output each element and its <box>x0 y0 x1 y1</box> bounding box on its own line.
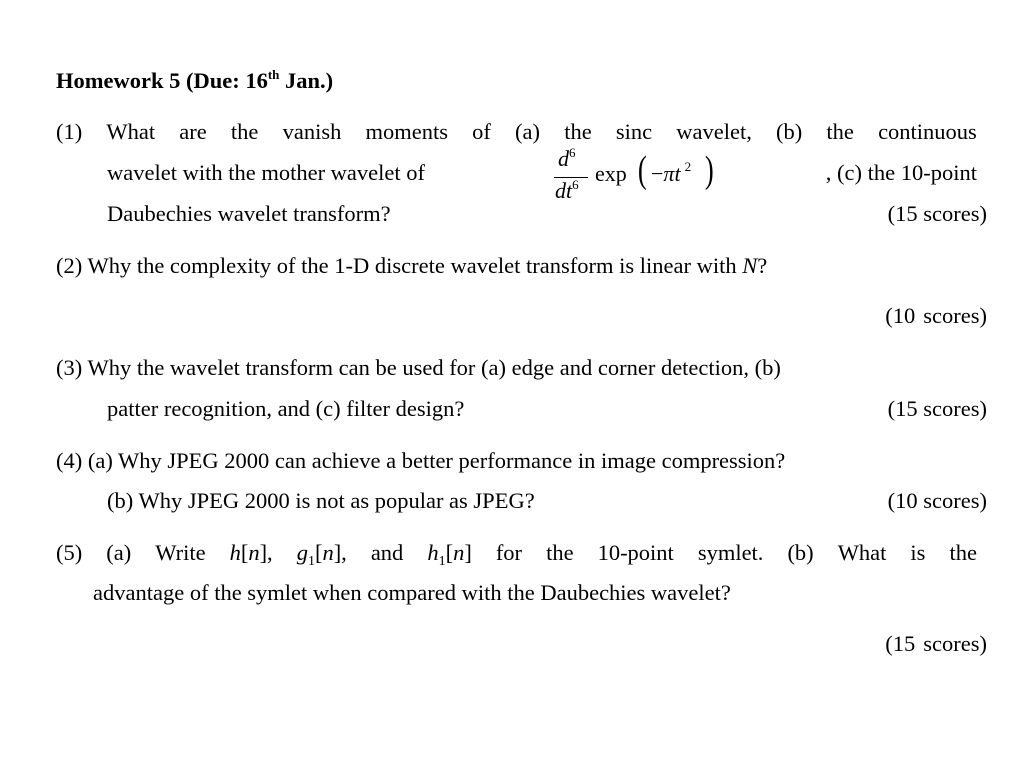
word: (5) <box>56 540 83 565</box>
left-paren: ( <box>637 149 647 191</box>
word: What <box>837 540 887 565</box>
word: the <box>826 119 854 144</box>
word: are <box>179 119 207 144</box>
word: What <box>106 119 156 144</box>
q3-score: (15 scores) <box>887 396 987 421</box>
q3-line1: (3) Why the wavelet transform can be used for (a) edge and corner detection, (b) <box>56 355 781 380</box>
q1-line2-right: , (c) the 10-point <box>825 160 977 185</box>
word: sinc <box>615 119 653 144</box>
q5-score: (15 scores) <box>885 631 987 656</box>
formula-exp: exp <box>595 161 627 186</box>
word: 10-point <box>597 540 674 565</box>
word: and <box>370 540 404 565</box>
h1-n: $h_1[n]$ <box>427 540 472 569</box>
word: the <box>949 540 977 565</box>
word: is <box>910 540 926 565</box>
q2-score: (10 scores) <box>885 303 987 328</box>
homework-title: Homework 5 (Due: 16th Jan.) <box>56 67 334 93</box>
word: the <box>564 119 592 144</box>
q1-score: (15 scores) <box>887 201 987 226</box>
word: symlet. <box>697 540 764 565</box>
word: wavelet, <box>676 119 752 144</box>
formula-numerator: $d^6$ <box>558 145 576 171</box>
q4-score: (10 scores) <box>887 488 987 513</box>
q1-line1 <box>56 119 977 145</box>
q5-line2: advantage of the symlet when compared with the Daubechies wavelet? <box>93 580 731 605</box>
q1-line2-left: wavelet with the mother wavelet of <box>107 160 426 185</box>
q3-line2: patter recognition, and (c) filter design? <box>107 396 465 421</box>
mother-wavelet-formula <box>552 146 722 212</box>
word: for <box>495 540 523 565</box>
word: moments <box>365 119 448 144</box>
word: of <box>472 119 491 144</box>
word: Write <box>155 540 206 565</box>
g1-n: $g_1[n]$, <box>296 540 347 569</box>
word: (1) <box>56 119 83 144</box>
word: (a) <box>106 540 132 565</box>
word: (a) <box>515 119 541 144</box>
q4-line1: (4) (a) Why JPEG 2000 can achieve a better performance in image compression? <box>56 448 786 473</box>
q2-text: (2) Why the complexity of the 1-D discrete wavelet transform is linear with N? <box>56 253 768 278</box>
formula-denominator: $dt^6$ <box>555 177 579 203</box>
word: vanish <box>282 119 342 144</box>
word: the <box>546 540 574 565</box>
formula-exponent-argument: −πt $^2$ <box>651 159 692 186</box>
word: (b) <box>776 119 803 144</box>
word: the <box>230 119 259 144</box>
right-paren: ) <box>704 149 714 191</box>
q1-line3: Daubechies wavelet transform? <box>107 201 391 226</box>
q4-line2: (b) Why JPEG 2000 is not as popular as JPEG? <box>107 488 535 513</box>
q5-line1 <box>56 540 977 569</box>
word: (b) <box>787 540 814 565</box>
word: continuous <box>878 119 977 144</box>
h-n: h[n], <box>229 540 273 565</box>
